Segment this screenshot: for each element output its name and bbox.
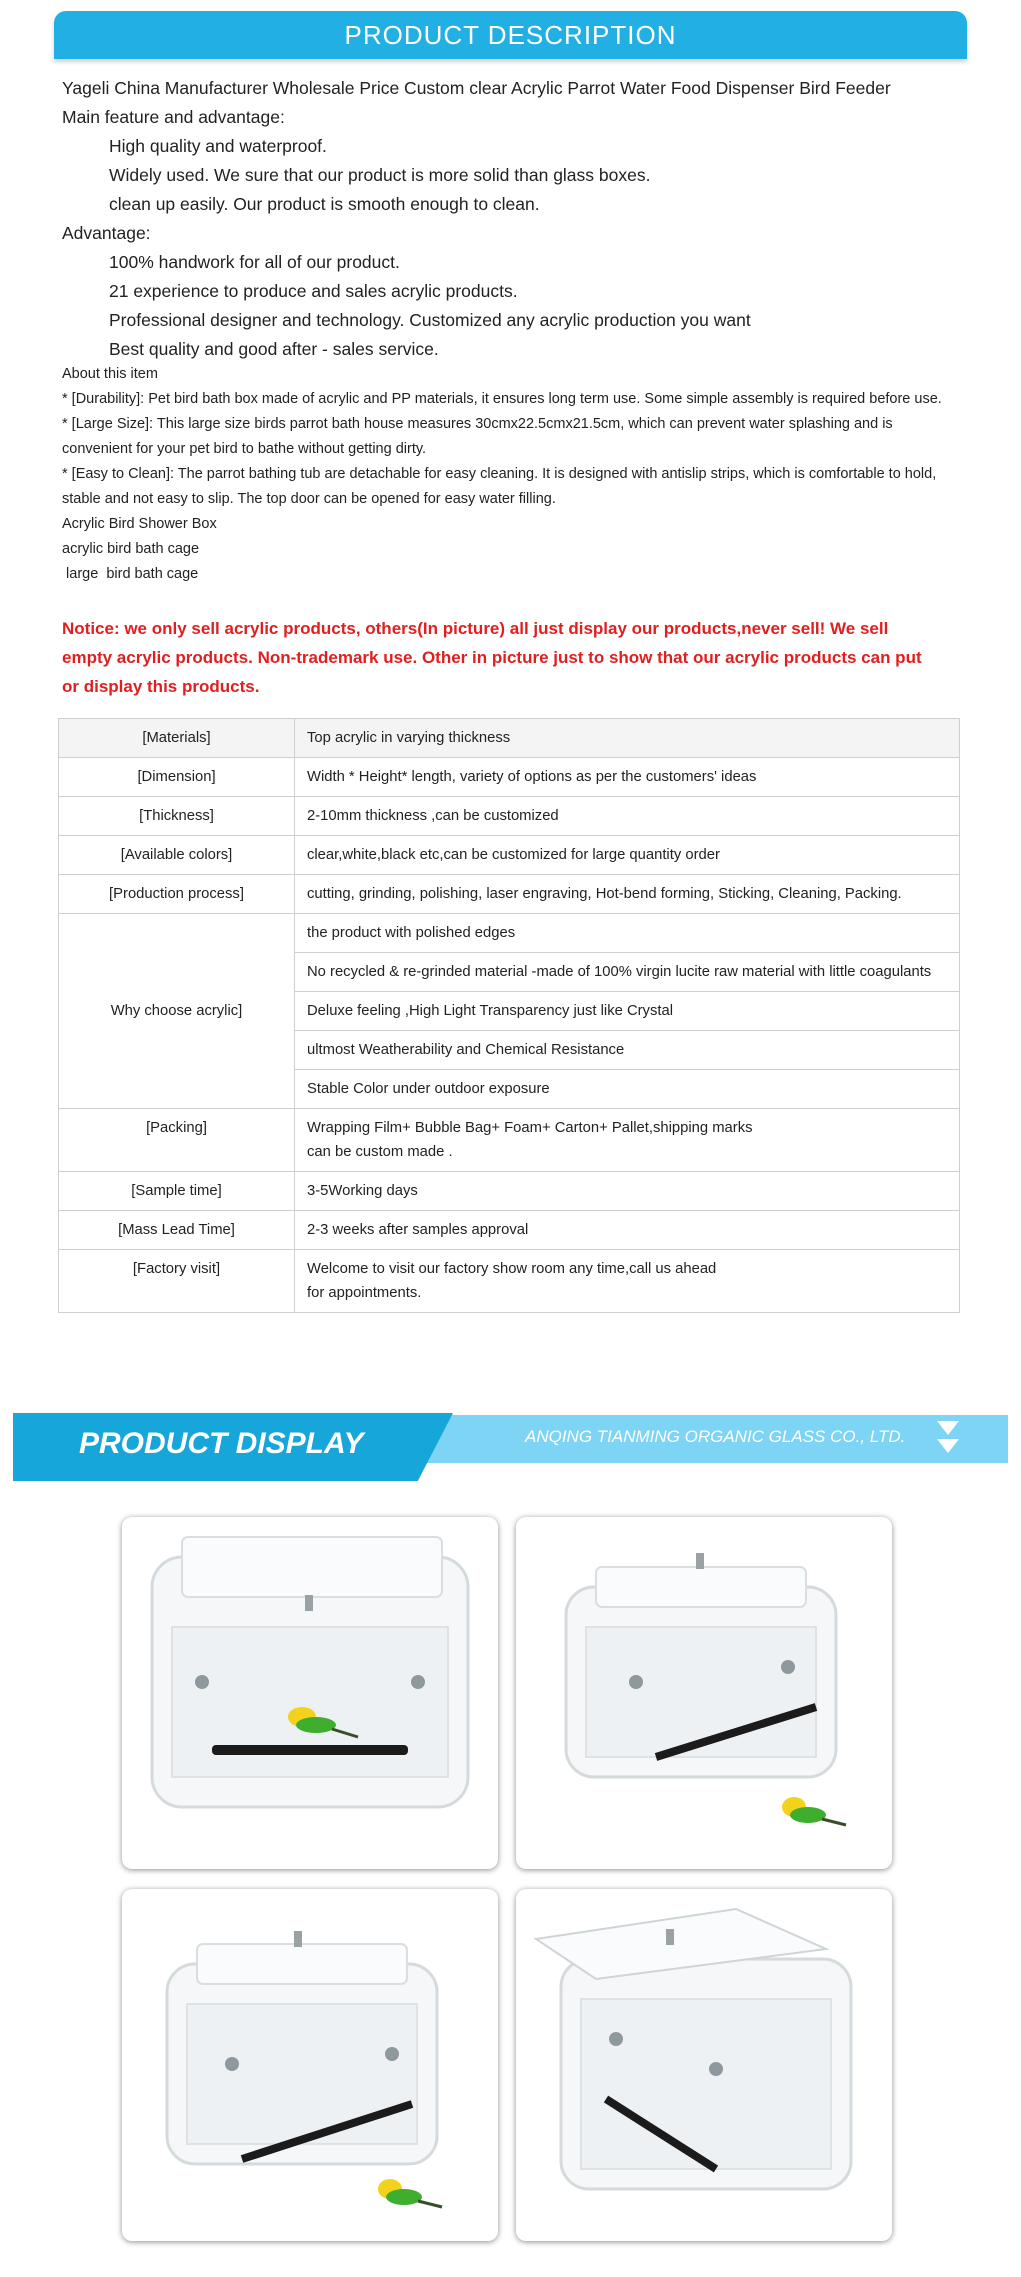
spec-value — [295, 1250, 960, 1313]
main-feature-heading: Main feature and advantage: — [62, 107, 285, 127]
banner-title: PRODUCT DESCRIPTION — [344, 19, 677, 50]
about-heading: About this item — [62, 366, 158, 382]
spec-label: [Thickness] — [59, 797, 295, 836]
spec-value: Deluxe feeling ,High Light Transparency just like Crystal — [295, 992, 960, 1031]
spec-table — [58, 718, 960, 1313]
advantage-item: Best quality and good after - sales service. — [109, 339, 439, 359]
spec-label: [Factory visit] — [59, 1250, 295, 1313]
product-photo[interactable] — [122, 1889, 498, 2241]
table-row — [59, 1172, 960, 1211]
table-row — [59, 758, 960, 797]
spec-value-line: Wrapping Film+ Bubble Bag+ Foam+ Carton+ Pallet,shipping marks — [307, 1120, 753, 1136]
feature-item: Widely used. We sure that our product is more solid than glass boxes. — [109, 165, 651, 185]
table-row — [59, 875, 960, 914]
product-description-banner — [54, 11, 967, 59]
advantage-item: 21 experience to produce and sales acrylic products. — [109, 281, 518, 301]
spec-value-line: can be custom made . — [307, 1144, 453, 1160]
table-row — [59, 836, 960, 875]
product-photo[interactable] — [516, 1889, 892, 2241]
keyword: Acrylic Bird Shower Box — [62, 516, 217, 532]
table-row — [59, 1250, 960, 1313]
spec-value: 3-5Working days — [295, 1172, 960, 1211]
about-item: * [Large Size]: This large size birds parrot bath house measures 30cmx22.5cmx21.5cm, which can prevent water splashing and is convenient for your pet bird to bathe without getting dirty. — [62, 416, 893, 457]
spec-value: Top acrylic in varying thickness — [295, 719, 960, 758]
table-row — [59, 1211, 960, 1250]
about-item: * [Easy to Clean]: The parrot bathing tub are detachable for easy cleaning. It is designed with antislip strips, which is comfortable to hold, stable and not easy to slip. The top door can be opened for easy water filling. — [62, 466, 937, 507]
spec-label: [Production process] — [59, 875, 295, 914]
about-section — [62, 362, 942, 587]
spec-value: the product with polished edges — [295, 914, 960, 953]
keyword: acrylic bird bath cage — [62, 541, 200, 557]
bird-bath-box-image — [516, 1889, 892, 2241]
display-title: PRODUCT DISPLAY — [79, 1427, 364, 1460]
spec-value-line: for appointments. — [307, 1285, 422, 1301]
spec-label: [Mass Lead Time] — [59, 1211, 295, 1250]
spec-label: [Materials] — [59, 719, 295, 758]
spec-value: ultmost Weatherability and Chemical Resistance — [295, 1031, 960, 1070]
spec-value: clear,white,black etc,can be customized for large quantity order — [295, 836, 960, 875]
intro-section — [62, 74, 962, 364]
product-photo[interactable] — [516, 1517, 892, 1869]
spec-value-line: Welcome to visit our factory show room any time,call us ahead — [307, 1261, 717, 1277]
advantage-item: 100% handwork for all of our product. — [109, 252, 400, 272]
table-row — [59, 797, 960, 836]
table-row — [59, 914, 960, 953]
notice-text: Notice: we only sell acrylic products, others(In picture) all just display our products,never sell! We sell empty acrylic products. Non-trademark use. Other in picture just to show that our acrylic products can put or display this products. — [62, 619, 922, 696]
advantage-heading: Advantage: — [62, 223, 151, 243]
spec-label: [Sample time] — [59, 1172, 295, 1211]
spec-value: 2-3 weeks after samples approval — [295, 1211, 960, 1250]
keyword: large bird bath cage — [62, 566, 199, 582]
product-title: Yageli China Manufacturer Wholesale Price Custom clear Acrylic Parrot Water Food Dispenser Bird Feeder — [62, 78, 891, 98]
spec-label: Why choose acrylic] — [59, 914, 295, 1109]
spec-label: [Dimension] — [59, 758, 295, 797]
spec-value: 2-10mm thickness ,can be customized — [295, 797, 960, 836]
spec-value: cutting, grinding, polishing, laser engraving, Hot-bend forming, Sticking, Cleaning, Packing. — [295, 875, 960, 914]
spec-value — [295, 1109, 960, 1172]
about-item: * [Durability]: Pet bird bath box made of acrylic and PP materials, it ensures long term use. Some simple assembly is required before use. — [62, 391, 942, 407]
bird-bath-box-image — [516, 1517, 892, 1869]
spec-label: [Available colors] — [59, 836, 295, 875]
table-row — [59, 719, 960, 758]
product-photo[interactable] — [122, 1517, 498, 1869]
product-display-banner — [13, 1413, 1008, 1481]
double-chevron-down-icon — [935, 1417, 961, 1459]
spec-value: No recycled & re-grinded material -made of 100% virgin lucite raw material with little coagulants — [295, 953, 960, 992]
feature-item: High quality and waterproof. — [109, 136, 327, 156]
company-name: ANQING TIANMING ORGANIC GLASS CO., LTD. — [525, 1427, 906, 1446]
bird-bath-box-image — [122, 1517, 498, 1869]
spec-label: [Packing] — [59, 1109, 295, 1172]
advantage-item: Professional designer and technology. Customized any acrylic production you want — [109, 310, 751, 330]
spec-value: Stable Color under outdoor exposure — [295, 1070, 960, 1109]
spec-value: Width * Height* length, variety of options as per the customers' ideas — [295, 758, 960, 797]
bird-bath-box-image — [122, 1889, 498, 2241]
table-row — [59, 1109, 960, 1172]
feature-item: clean up easily. Our product is smooth enough to clean. — [109, 194, 540, 214]
